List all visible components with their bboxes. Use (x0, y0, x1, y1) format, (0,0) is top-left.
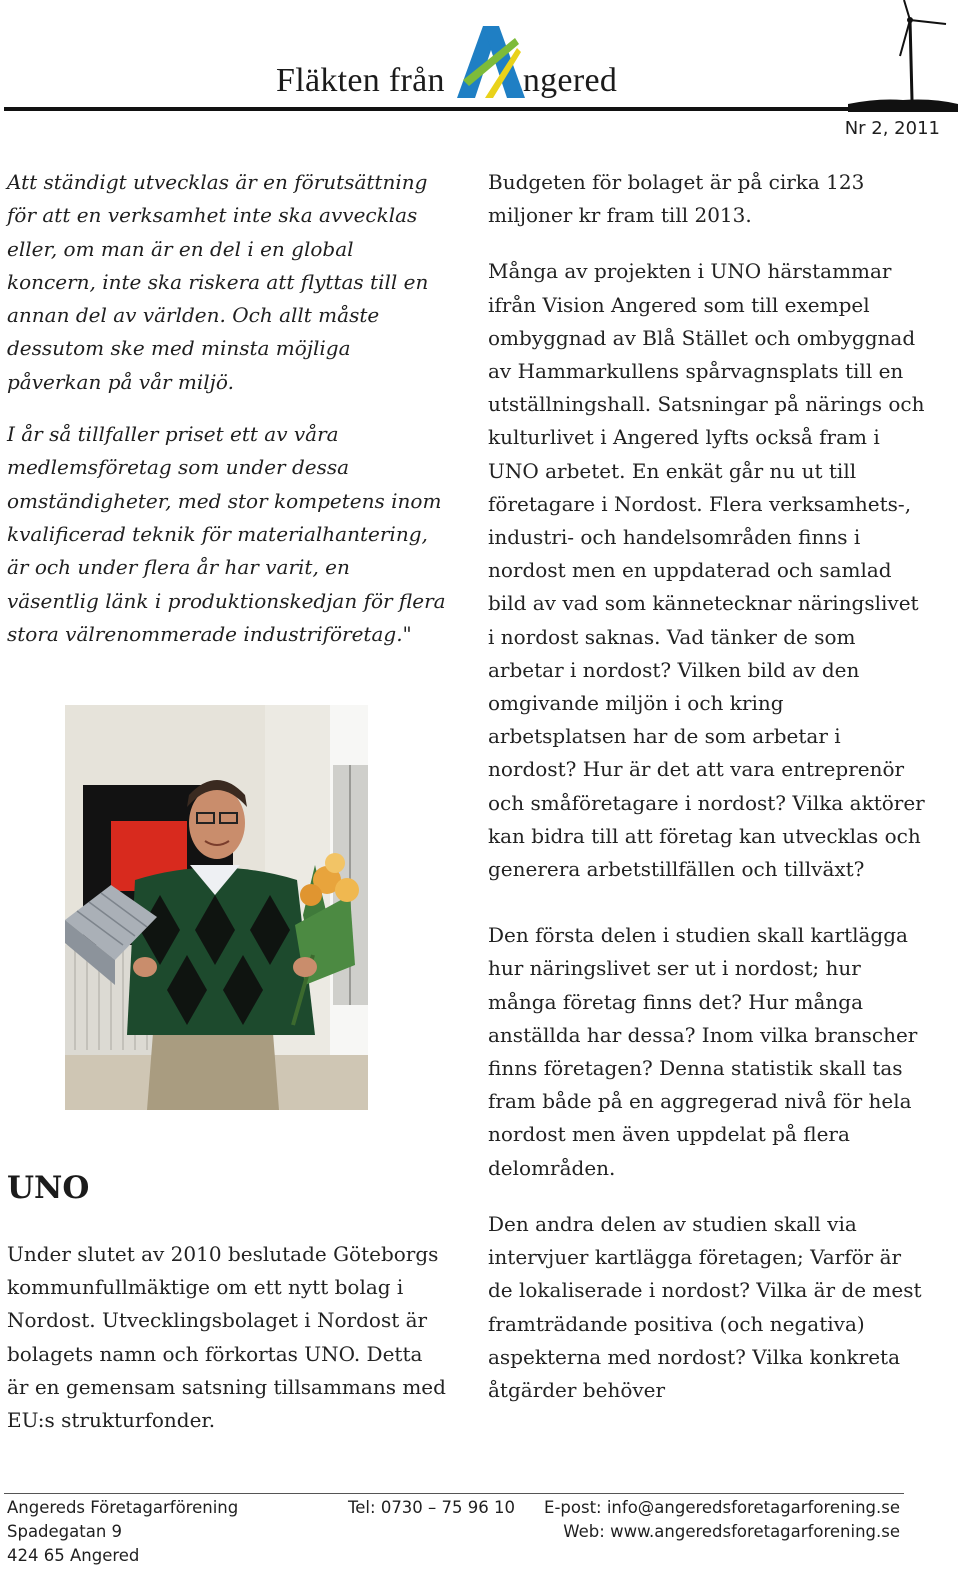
angered-logo-icon (455, 20, 527, 100)
footer-email-link[interactable]: E-post: info@angeredsforetagarforening.se (544, 1498, 900, 1517)
wind-turbine-icon (848, 0, 958, 112)
masthead-title-part1: Fläkten från (276, 62, 445, 99)
left-column (7, 166, 447, 651)
footer-postal: 424 65 Angered (7, 1546, 140, 1565)
masthead-rule (4, 107, 956, 111)
footer-rule (4, 1493, 904, 1494)
footer-street: Spadegatan 9 (7, 1522, 123, 1541)
uno-heading: UNO (7, 1170, 90, 1206)
quote-paragraph-1: Att ständigt utvecklas är en förutsättning för att en verksamhet inte ska avvecklas eller, om man är en del i en global koncern, inte ska riskera att flyttas till en annan del av världen. Och allt måste dessutom ske med minsta möjliga påverkan på vår miljö. (7, 170, 429, 394)
study-part1-paragraph: Den första delen i studien skall kartlägga hur näringslivet ser ut i nordost; hur många företag finns det? Hur många anställda har dessa? Inom vilka branscher finns företagen? Denna statistik skall tas fram både på en aggregerad nivå för hela nordost men även uppdelat på flera delområden. (488, 923, 918, 1180)
footer-contact (544, 1496, 900, 1544)
footer-web-link[interactable]: Web: www.angeredsforetagarforening.se (563, 1522, 900, 1541)
study-part2-paragraph: Den andra delen av studien skall via intervjuer kartlägga företagen; Varför är de lokaliserade i nordost? Vilka är de mest framträdande positiva (och negativa) aspekterna med nordost? Vilka konkreta åtgärder behöver (488, 1211, 922, 1402)
footer-org: Angereds Företagarförening (7, 1498, 239, 1517)
issue-number: Nr 2, 2011 (844, 118, 940, 139)
projects-paragraph: Många av projekten i UNO härstammar ifrån Vision Angered som till exempel ombyggnad av Blå Stället och ombyggnad av Hammarkullens spårvagnsplats till en utställningshall. Satsningar på närings och kulturlivet i Angered lyfts också fram i UNO arbetet. En enkät går nu ut till företagare i Nordost. Flera verksamhets-, industri- och handelsområden finns i nordost men en uppdaterad och samlad bild av vad som kännetecknar näringslivet i nordost saknas. Vad tänker de som arbetar i nordost? Vilken bild av den omgivande miljön i och kring arbetsplatsen har de som arbetar i nordost? Hur är det att vara entreprenör och småföretagare i nordost? Vilka aktörer kan bidra till att företag kan utvecklas och generera arbetstillfällen och tillväxt? (488, 259, 925, 882)
budget-paragraph: Budgeten för bolaget är på cirka 123 miljoner kr fram till 2013. (488, 170, 865, 228)
uno-body (7, 1238, 447, 1437)
uno-paragraph: Under slutet av 2010 beslutade Göteborgs kommunfullmäktige om ett nytt bolag i Nordost. Utvecklingsbolaget i Nordost är bolagets namn och förkortas UNO. Detta är en gemensam satsning tillsammans med EU:s strukturfonder. (7, 1242, 446, 1433)
award-photo (65, 705, 368, 1110)
footer-phone: Tel: 0730 – 75 96 10 (348, 1498, 516, 1517)
masthead-title (276, 52, 617, 100)
quote-paragraph-2: I år så tillfaller priset ett av våra medlemsföretag som under dessa omständigheter, med stor kompetens inom kvalificerad teknik för materialhantering, är och under flera år har varit, en väsentlig länk i produktionskedjan för flera stora välrenommerade industriföretag." (7, 422, 446, 646)
man-with-flowers-image (65, 705, 368, 1110)
masthead-title-part2: ngered (522, 62, 618, 99)
footer-address (7, 1496, 238, 1568)
right-column (488, 166, 928, 1407)
